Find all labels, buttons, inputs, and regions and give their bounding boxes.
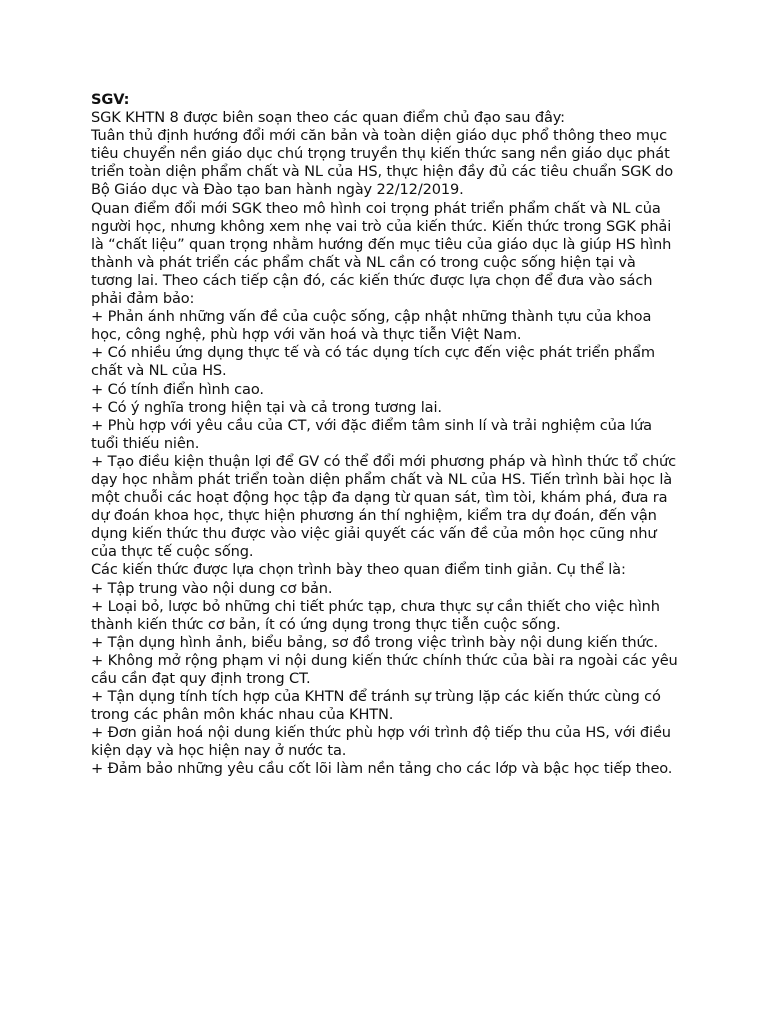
list-item: + Tạo điều kiện thuận lợi để GV có thể đổi mới phương pháp và hình thức tổ chức dạy học nhằm phát triển toàn diện phẩm chất và NL của HS. Tiến trình bài học là một chuỗi các hoạt động học tập đa dạng từ quan sát, tìm tòi, khám phá, đưa ra dự đoán khoa học, thực hiện phương án thí nghiệm, kiểm tra dự đoán, đến vận dụng kiến thức thu được vào việc giải quyết các vấn đề của môn học cũng như của thực tế cuộc sống.: [91, 452, 677, 561]
list-item: + Đảm bảo những yêu cầu cốt lõi làm nền tảng cho các lớp và bậc học tiếp theo.: [91, 760, 673, 778]
principle-paragraph-2: Quan điểm đổi mới SGK theo mô hình coi trọng phát triển phẩm chất và NL của người học, nhưng không xem nhẹ vai trò của kiến thức. Kiến thức trong SGK phải là “chất liệu” quan trọng nhằm hướng đến mục tiêu của giáo dục là giúp HS hình thành và phát triển các phẩm chất và NL cần có trong cuộc sống hiện tại và tương lai. Theo cách tiếp cận đó, các kiến thức được lựa chọn để đưa vào sách phải đảm bảo:: [91, 199, 672, 308]
list-item: + Tận dụng hình ảnh, biểu bảng, sơ đồ trong việc trình bày nội dung kiến thức.: [91, 633, 658, 651]
list-item: + Có nhiều ứng dụng thực tế và có tác dụng tích cực đến việc phát triển phẩm chất và NL của HS.: [91, 344, 655, 380]
list-item: + Loại bỏ, lược bỏ những chi tiết phức tạp, chưa thực sự cần thiết cho việc hình thành kiến thức cơ bản, ít có ứng dụng trong thực tiễn cuộc sống.: [91, 597, 660, 633]
streamline-paragraph: Các kiến thức được lựa chọn trình bày theo quan điểm tinh giản. Cụ thể là:: [91, 561, 626, 579]
list-item: + Có ý nghĩa trong hiện tại và cả trong tương lai.: [91, 398, 442, 416]
list-item: + Có tính điển hình cao.: [91, 380, 264, 398]
list-item: + Không mở rộng phạm vi nội dung kiến thức chính thức của bài ra ngoài các yêu cầu cần đạt quy định trong CT.: [91, 651, 678, 687]
list-item: + Tận dụng tính tích hợp của KHTN để tránh sự trùng lặp các kiến thức cùng có trong các phân môn khác nhau của KHTN.: [91, 688, 661, 724]
principle-paragraph-1: Tuân thủ định hướng đổi mới căn bản và toàn diện giáo dục phổ thông theo mục tiêu chuyển nền giáo dục chú trọng truyền thụ kiến thức sang nền giáo dục phát triển toàn diện phẩm chất và NL của HS, thực hiện đầy đủ các tiêu chuẩn SGK do Bộ Giáo dục và Đào tạo ban hành ngày 22/12/2019.: [91, 127, 674, 199]
intro-paragraph: SGK KHTN 8 được biên soạn theo các quan điểm chủ đạo sau đây:: [91, 109, 565, 127]
list-item: + Tập trung vào nội dung cơ bản.: [91, 579, 333, 597]
document-heading: SGV:: [91, 91, 130, 108]
document-page: [91, 91, 679, 779]
list-item: + Đơn giản hoá nội dung kiến thức phù hợp với trình độ tiếp thu của HS, với điều kiện dạy và học hiện nay ở nước ta.: [91, 724, 671, 760]
list-item: + Phản ánh những vấn đề của cuộc sống, cập nhật những thành tựu của khoa học, công nghệ, phù hợp với văn hoá và thực tiễn Việt Nam.: [91, 308, 652, 344]
list-item: + Phù hợp với yêu cầu của CT, với đặc điểm tâm sinh lí và trải nghiệm của lứa tuổi thiếu niên.: [91, 416, 652, 452]
